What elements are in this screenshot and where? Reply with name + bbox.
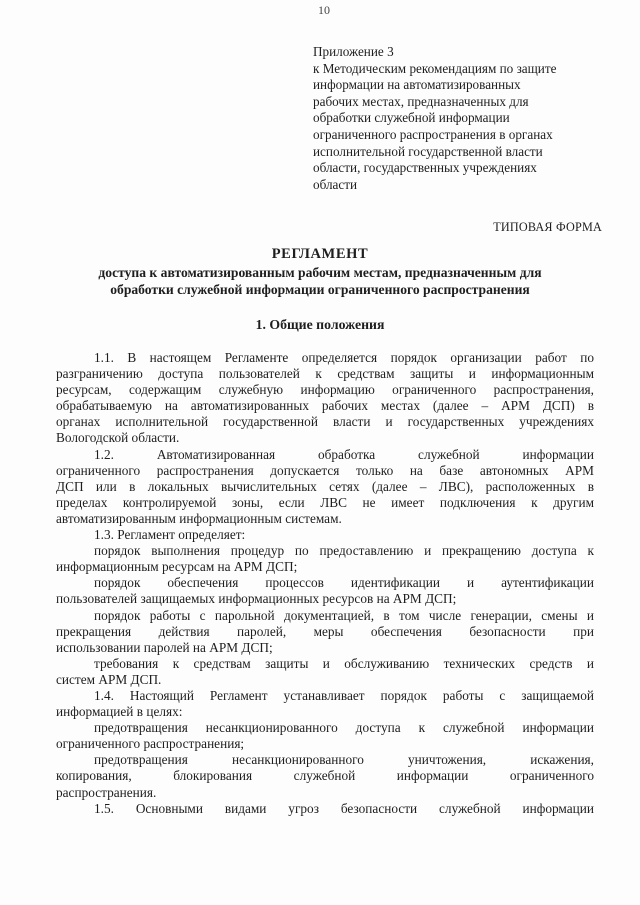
body-line: предотвращения несанкционированного доступа к служебной информации [94,720,594,736]
body-line: требования к средствам защиты и обслуживанию технических средств и [94,655,594,671]
body-line: порядок работы с парольной документацией, в том числе генерации, смены и [94,607,594,623]
body-line: органах исполнительной государственной власти и государственных учреждениях [56,414,594,430]
body-line: копирования, блокирования служебной информации ограниченного [56,768,594,784]
body-line: пользователей защищаемых информационных ресурсов на АРМ ДСП; [56,591,457,607]
subtitle-line: обработки служебной информации ограниченного распространения [110,282,530,297]
body-line: предотвращения несанкционированного уничтожения, искажения, [94,752,594,768]
body-line: Вологодской области. [56,430,180,446]
body-line: обрабатываемую на автоматизированных рабочих местах (далее – АРМ ДСП) в [56,398,594,414]
body-line: ограниченного распространения допускается только на базе автономных АРМ [56,462,594,478]
appendix-line: ограниченного распространения в органах [313,126,553,142]
body-line: порядок обеспечения процессов идентификации и аутентификации [94,575,594,591]
appendix-line: рабочих местах, предназначенных для [313,93,529,109]
page-number: 10 [318,3,330,17]
appendix-line: области [313,176,358,192]
subtitle-line: доступа к автоматизированным рабочим местам, предназначенным для [98,265,542,280]
body-line: использовании паролей на АРМ ДСП; [56,639,273,655]
body-line: 1.4. Настоящий Регламент устанавливает порядок работы с защищаемой [94,687,594,703]
appendix-line: области, государственных учреждениях [313,160,537,176]
appendix-line: информации на автоматизированных [313,77,521,93]
body-line: 1.2. Автоматизированная обработка служебной информации [94,446,594,462]
appendix-line: исполнительной государственной власти [313,143,543,159]
appendix-line: Приложение 3 [313,44,394,59]
appendix-line: обработки служебной информации [313,110,510,126]
section-heading: 1. Общие положения [255,317,385,332]
body-line: пределах контролируемой зоны, если ЛВС не имеет подключения к другим [56,494,594,510]
body-line: ограниченного распространения; [56,736,245,752]
body-line: ресурсам, содержащим служебную информацию ограниченного распространения, [56,382,594,398]
form-type-label: ТИПОВАЯ ФОРМА [493,220,602,234]
body-line: систем АРМ ДСП. [56,671,162,687]
document-subtitle [0,264,640,298]
appendix-line: к Методическим рекомендациям по защите [313,60,557,76]
body-text [56,350,594,817]
body-line: разграничению доступа пользователей к средствам защиты и информационным [56,366,594,382]
body-line: информационным ресурсам на АРМ ДСП; [56,559,298,575]
body-line: 1.3. Регламент определяет: [94,527,246,543]
document-title: РЕГЛАМЕНТ [271,246,369,262]
body-line: автоматизированным информационным системам. [56,510,342,526]
body-line: ДСП или в локальных вычислительных сетях (далее – ЛВС), расположенных в [56,478,594,494]
body-line: прекращения действия паролей, меры обеспечения безопасности при [56,623,594,639]
body-line: информацией в целях: [56,704,183,720]
appendix-note [313,44,613,193]
body-line: распространения. [56,784,157,800]
body-line: 1.5. Основными видами угроз безопасности служебной информации [94,800,594,816]
body-line: 1.1. В настоящем Регламенте определяется порядок организации работ по [94,350,594,365]
body-line: порядок выполнения процедур по предоставлению и прекращению доступа к [94,543,594,559]
